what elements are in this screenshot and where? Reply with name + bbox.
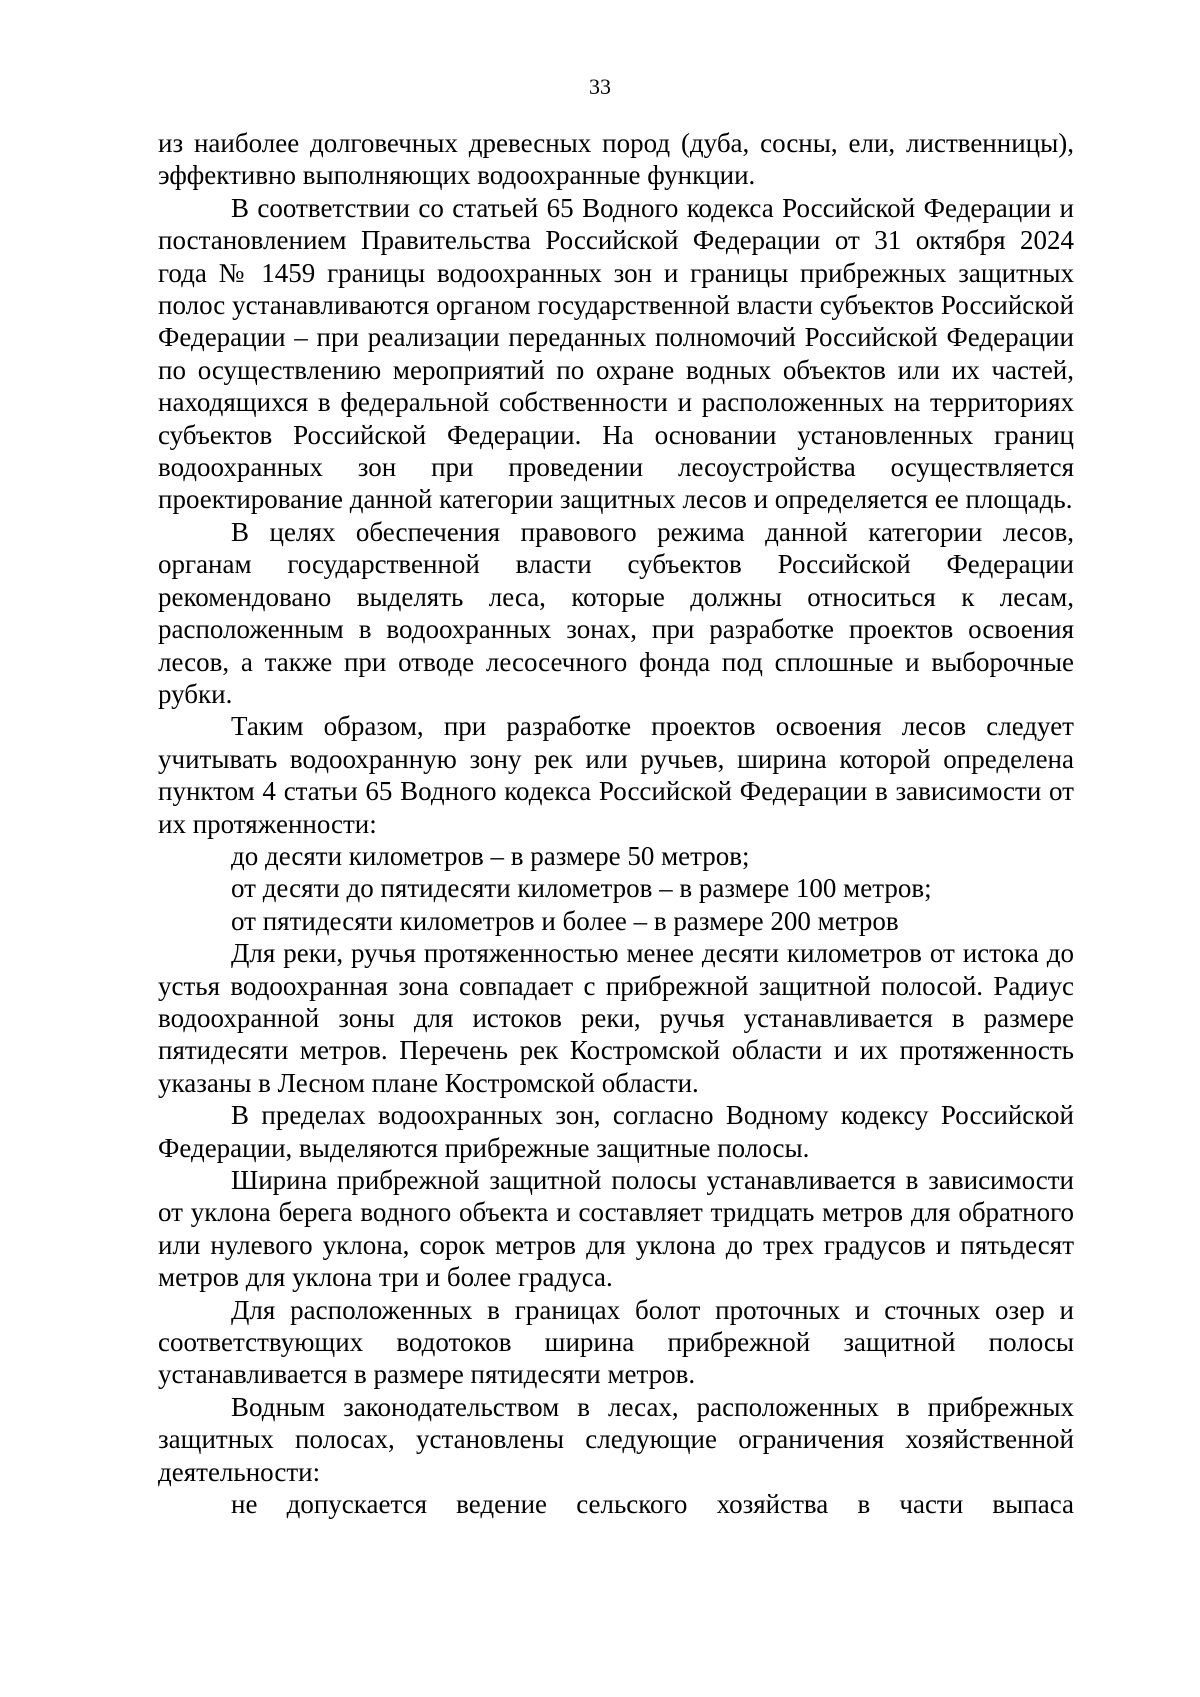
paragraph: Для расположенных в границах болот проточных и сточных озер и соответствующих водотоков ширина прибрежной защитной полосы устанавливается в размере пятидесяти метров. xyxy=(158,1294,1074,1390)
list-item: от десяти до пятидесяти километров – в размере 100 метров; xyxy=(231,873,932,904)
paragraph: Для реки, ручья протяженностью менее десяти километров от истока до устья водоохранная зона совпадает с прибрежной защитной полосой. Радиус водоохранной зоны для истоков реки, ручья устанавливается в размере пятидесяти метров. Перечень рек Костромской области и их протяженность указаны в Лесном плане Костромской области. xyxy=(158,938,1074,1098)
paragraph: Таким образом, при разработке проектов освоения лесов следует учитывать водоохранную зону рек или ручьев, ширина которой определена пунктом 4 статьи 65 Водного кодекса Российской Федерации в зависимости от их протяженности: xyxy=(158,711,1074,839)
paragraph: В пределах водоохранных зон, согласно Водному кодексу Российской Федерации, выделяются прибрежные защитные полосы. xyxy=(158,1100,1074,1163)
paragraph: из наиболее долговечных древесных пород (дуба, сосны, ели, лиственницы), эффективно выполняющих водоохранные функции. xyxy=(158,128,1074,191)
document-body xyxy=(158,127,1074,1520)
paragraph: Водным законодательством в лесах, расположенных в прибрежных защитных полосах, установлены следующие ограничения хозяйственной деятельности: xyxy=(158,1391,1074,1487)
list-item: от пятидесяти километров и более – в размере 200 метров xyxy=(231,905,899,936)
page-number: 33 xyxy=(589,74,611,99)
paragraph: не допускается ведение сельского хозяйства в части выпаса xyxy=(231,1489,1074,1520)
paragraph: Ширина прибрежной защитной полосы устанавливается в зависимости от уклона берега водного объекта и составляет тридцать метров для обратного или нулевого уклона, сорок метров для уклона до трех градусов и пятьдесят метров для уклона три и более градуса. xyxy=(158,1165,1074,1293)
paragraph: В соответствии со статьей 65 Водного кодекса Российской Федерации и постановлением Правительства Российской Федерации от 31 октября 2024 года № 1459 границы водоохранных зон и границы прибрежных защитных полос устанавливаются органом государственной власти субъектов Российской Федерации – при реализации переданных полномочий Российской Федерации по осуществлению мероприятий по охране водных объектов или их частей, находящихся в федеральной собственности и расположенных на территориях субъектов Российской Федерации. На основании установленных границ водоохранных зон при проведении лесоустройства осуществляется проектирование данной категории защитных лесов и определяется ее площадь. xyxy=(158,192,1074,515)
paragraph: В целях обеспечения правового режима данной категории лесов, органам государственной власти субъектов Российской Федерации рекомендовано выделять леса, которые должны относиться к лесам, расположенным в водоохранных зонах, при разработке проектов освоения лесов, а также при отводе лесосечного фонда под сплошные и выборочные рубки. xyxy=(158,516,1074,709)
list-item: до десяти километров – в размере 50 метров; xyxy=(231,840,750,871)
